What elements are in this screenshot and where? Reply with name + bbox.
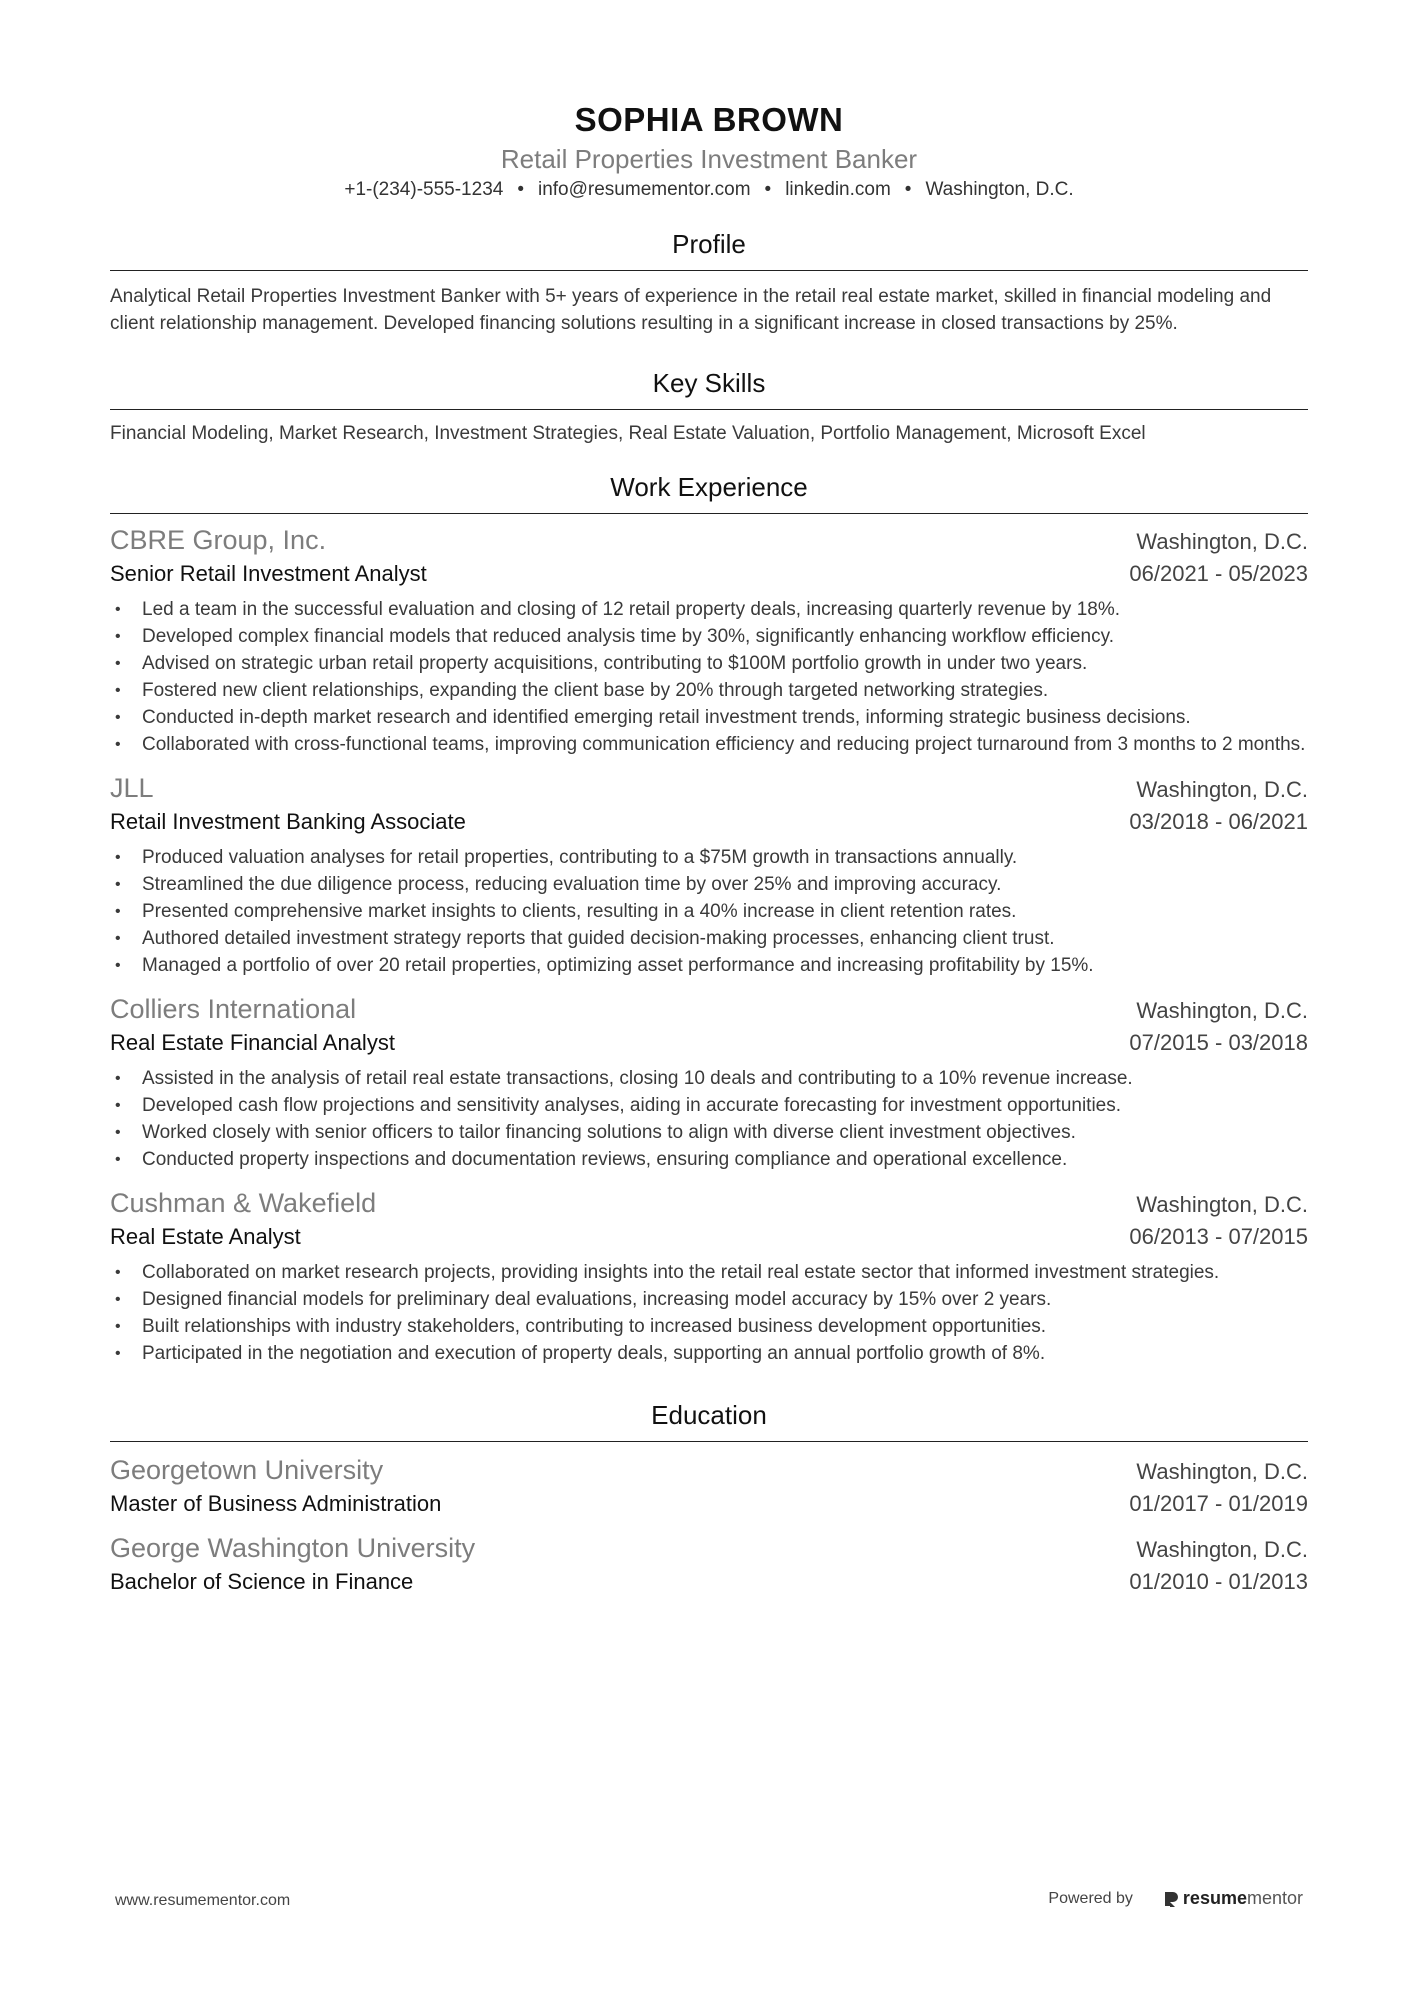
job-bullet: • Produced valuation analyses for retail properties, contributing to a $75M growth in transactions annually. — [142, 844, 1308, 871]
education-entry — [110, 1530, 1308, 1598]
job-role: Senior Retail Investment Analyst — [110, 561, 427, 586]
job-company: Cushman & Wakefield — [110, 1188, 377, 1218]
job-bullet: • Conducted in-depth market research and identified emerging retail investment trends, informing strategic business decisions. — [142, 704, 1308, 731]
resume-page — [110, 98, 1308, 1598]
job-role: Retail Investment Banking Associate — [110, 809, 466, 834]
job-bullet-list — [110, 1065, 1308, 1173]
profile-section — [110, 226, 1308, 337]
job-bullet: • Participated in the negotiation and execution of property deals, supporting an annual portfolio growth of 8%. — [142, 1340, 1308, 1367]
experience-section — [110, 469, 1308, 1367]
contact-location: Washington, D.C. — [925, 179, 1074, 200]
job-role: Real Estate Analyst — [110, 1224, 301, 1249]
job-dates: 06/2021 - 05/2023 — [1129, 561, 1308, 586]
education-entry — [110, 1452, 1308, 1520]
job-header-row — [110, 991, 1308, 1027]
skills-section — [110, 365, 1308, 447]
education-dates: 01/2017 - 01/2019 — [1129, 1491, 1308, 1516]
section-heading: Key Skills — [110, 365, 1308, 410]
contact-separator: • — [764, 179, 772, 200]
profile-text: Analytical Retail Properties Investment Banker with 5+ years of experience in the retail real estate market, skilled in financial modeling and client relationship management. Developed financing solutions resulting in a significant increase in closed transactions by 25%. — [110, 286, 1272, 334]
powered-by-label: Powered by — [1048, 1889, 1133, 1907]
job-bullet: • Advised on strategic urban retail property acquisitions, contributing to $100M portfolio growth in under two years. — [142, 650, 1308, 677]
job-entry — [110, 770, 1308, 979]
candidate-name: SOPHIA BROWN — [574, 101, 844, 138]
job-company: CBRE Group, Inc. — [110, 525, 327, 555]
job-bullet: • Assisted in the analysis of retail real estate transactions, closing 10 deals and contributing to a 10% revenue increase. — [142, 1065, 1308, 1092]
education-degree: Bachelor of Science in Finance — [110, 1569, 414, 1594]
job-bullet: • Presented comprehensive market insights to clients, resulting in a 40% increase in client retention rates. — [142, 898, 1308, 925]
education-list — [110, 1452, 1308, 1598]
job-header-row — [110, 522, 1308, 558]
job-role-row — [110, 806, 1308, 838]
footer-website: www.resumementor.com — [115, 1892, 291, 1909]
job-bullet-list — [110, 596, 1308, 758]
contact-separator: • — [904, 179, 912, 200]
resumementor-logo — [1163, 1888, 1303, 1909]
education-degree: Master of Business Administration — [110, 1491, 442, 1516]
section-heading: Education — [110, 1397, 1308, 1442]
job-bullet: • Collaborated on market research projects, providing insights into the retail real estate sector that informed investment strategies. — [142, 1259, 1308, 1286]
job-bullet: • Managed a portfolio of over 20 retail properties, optimizing asset performance and increasing profitability by 15%. — [142, 952, 1308, 979]
section-heading: Work Experience — [110, 469, 1308, 514]
section-heading: Profile — [110, 226, 1308, 271]
job-dates: 07/2015 - 03/2018 — [1129, 1030, 1308, 1055]
job-company: JLL — [110, 773, 154, 803]
job-bullet: • Collaborated with cross-functional teams, improving communication efficiency and reducing project turnaround from 3 months to 2 months. — [142, 731, 1308, 758]
education-degree-row — [110, 1488, 1308, 1520]
job-bullet: • Conducted property inspections and documentation reviews, ensuring compliance and operational excellence. — [142, 1146, 1308, 1173]
job-bullet-list — [110, 1259, 1308, 1367]
job-bullet: • Developed cash flow projections and sensitivity analyses, aiding in accurate forecasting for investment opportunities. — [142, 1092, 1308, 1119]
job-bullet: • Worked closely with senior officers to tailor financing solutions to align with diverse client investment objectives. — [142, 1119, 1308, 1146]
job-entry — [110, 522, 1308, 758]
job-location: Washington, D.C. — [1136, 1192, 1308, 1217]
logo-text-bold: resume — [1182, 1888, 1247, 1908]
contact-email: info@resumementor.com — [537, 179, 751, 200]
contact-linkedin: linkedin.com — [785, 179, 891, 200]
candidate-title: Retail Properties Investment Banker — [500, 144, 918, 174]
contact-phone: +1-(234)-555-1234 — [344, 179, 504, 200]
footer-branding — [1048, 1888, 1303, 1909]
education-location: Washington, D.C. — [1136, 1537, 1308, 1562]
job-role-row — [110, 1221, 1308, 1253]
education-header-row — [110, 1452, 1308, 1488]
job-bullet: • Led a team in the successful evaluation and closing of 12 retail property deals, increasing quarterly revenue by 18%. — [142, 596, 1308, 623]
contact-separator: • — [517, 179, 524, 200]
education-school: George Washington University — [110, 1533, 476, 1563]
contact-line — [110, 176, 1308, 204]
education-dates: 01/2010 - 01/2013 — [1129, 1569, 1308, 1594]
job-role: Real Estate Financial Analyst — [110, 1030, 395, 1055]
job-company: Colliers International — [110, 994, 357, 1024]
education-location: Washington, D.C. — [1136, 1459, 1308, 1484]
job-header-row — [110, 770, 1308, 806]
job-location: Washington, D.C. — [1136, 998, 1308, 1023]
job-dates: 06/2013 - 07/2015 — [1129, 1224, 1308, 1249]
education-school: Georgetown University — [110, 1455, 384, 1485]
education-degree-row — [110, 1566, 1308, 1598]
education-header-row — [110, 1530, 1308, 1566]
resumementor-logo-icon — [1163, 1890, 1179, 1908]
job-header-row — [110, 1185, 1308, 1221]
job-bullet-list — [110, 844, 1308, 979]
job-bullet: • Developed complex financial models that reduced analysis time by 30%, significantly enhancing workflow efficiency. — [142, 623, 1308, 650]
job-bullet: • Authored detailed investment strategy reports that guided decision-making processes, enhancing client trust. — [142, 925, 1308, 952]
job-role-row — [110, 1027, 1308, 1059]
job-bullet: • Designed financial models for preliminary deal evaluations, increasing model accuracy by 15% over 2 years. — [142, 1286, 1308, 1313]
education-section — [110, 1397, 1308, 1598]
job-list — [110, 522, 1308, 1367]
logo-text-light: mentor — [1246, 1888, 1303, 1908]
job-role-row — [110, 558, 1308, 590]
job-location: Washington, D.C. — [1136, 529, 1308, 554]
job-entry — [110, 1185, 1308, 1367]
job-dates: 03/2018 - 06/2021 — [1129, 809, 1308, 834]
job-entry — [110, 991, 1308, 1173]
job-bullet: • Streamlined the due diligence process, reducing evaluation time by over 25% and improving accuracy. — [142, 871, 1308, 898]
skills-text: Financial Modeling, Market Research, Investment Strategies, Real Estate Valuation, Portfolio Management, Microsoft Excel — [110, 423, 1146, 444]
job-bullet: • Fostered new client relationships, expanding the client base by 20% through targeted networking strategies. — [142, 677, 1308, 704]
job-location: Washington, D.C. — [1136, 777, 1308, 802]
job-bullet: • Built relationships with industry stakeholders, contributing to increased business development opportunities. — [142, 1313, 1308, 1340]
